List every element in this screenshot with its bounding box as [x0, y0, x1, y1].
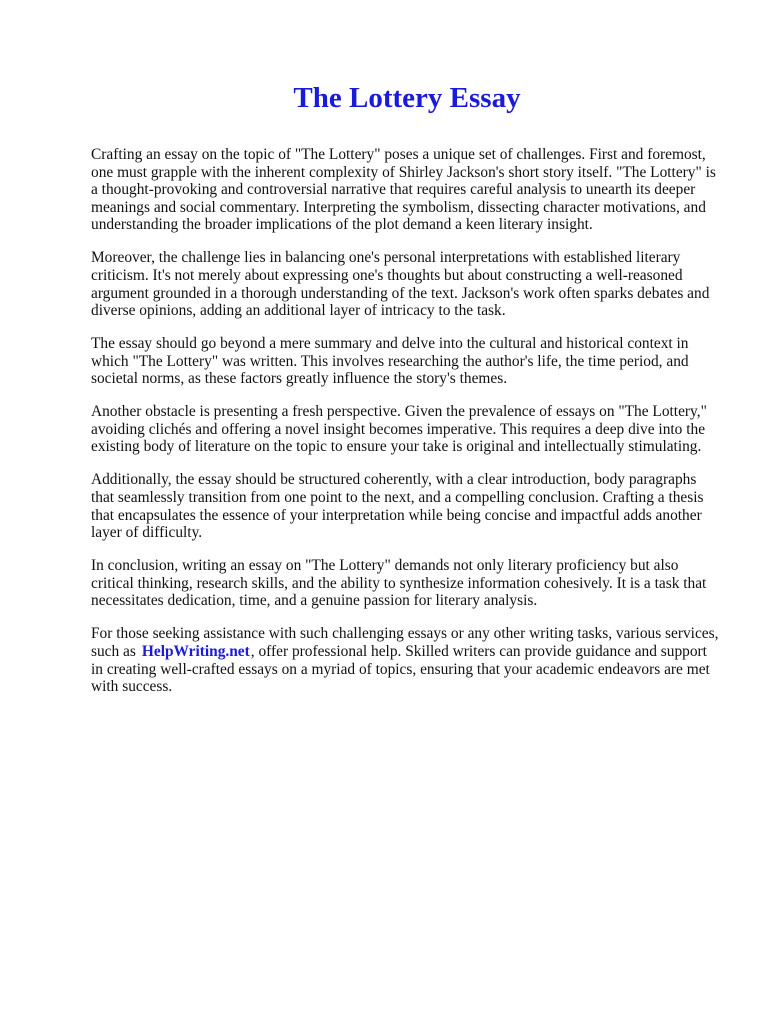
paragraph-6: In conclusion, writing an essay on "The Lottery" demands not only literary proficiency but also critical thinking, research skills, and the ability to synthesize information cohesively. It is a task that necessitates dedication, time, and a genuine passion for literary analysis.	[91, 557, 707, 610]
page-title: The Lottery Essay	[293, 82, 521, 114]
paragraph-2: Moreover, the challenge lies in balancing one's personal interpretations with established literary criticism. It's not merely about expressing one's thoughts but about constructing a well-reasoned argument grounded in a thorough understanding of the text. Jackson's work often sparks debates and diverse opinions, adding an additional layer of intricacy to the task.	[91, 249, 710, 320]
helpwriting-link[interactable]: HelpWriting.net	[141, 643, 250, 660]
essay-body	[91, 146, 721, 711]
paragraph-5: Additionally, the essay should be structured coherently, with a clear introduction, body paragraphs that seamlessly transition from one point to the next, and a compelling conclusion. Crafting a thesis that encapsulates the essence of your interpretation while being concise and impactful adds another layer of difficulty.	[91, 471, 704, 542]
paragraph-3: The essay should go beyond a mere summary and delve into the cultural and historical context in which "The Lottery" was written. This involves researching the author's life, the time period, and societal norms, as these factors greatly influence the story's themes.	[91, 335, 689, 388]
paragraph-4: Another obstacle is presenting a fresh perspective. Given the prevalence of essays on "The Lottery," avoiding clichés and offering a novel insight becomes imperative. This requires a deep dive into the existing body of literature on the topic to ensure your take is original and intellectually stimulating.	[91, 403, 707, 456]
closing-text-after-link: , offer professional help. Skilled writers can provide guidance and support in creating well-crafted essays on a myriad of topics, ensuring that your academic endeavors are met with success.	[91, 643, 710, 696]
closing-text-before-link: For those seeking assistance with such challenging essays or any other writing tasks, various services, such as	[91, 625, 719, 660]
paragraph-1: Crafting an essay on the topic of "The Lottery" poses a unique set of challenges. First and foremost, one must grapple with the inherent complexity of Shirley Jackson's short story itself. "The Lottery" is a thought-provoking and controversial narrative that requires careful analysis to unearth its deeper meanings and social commentary. Interpreting the symbolism, dissecting character motivations, and understanding the broader implications of the plot demand a keen literary insight.	[91, 146, 716, 234]
closing-paragraph	[91, 625, 721, 695]
